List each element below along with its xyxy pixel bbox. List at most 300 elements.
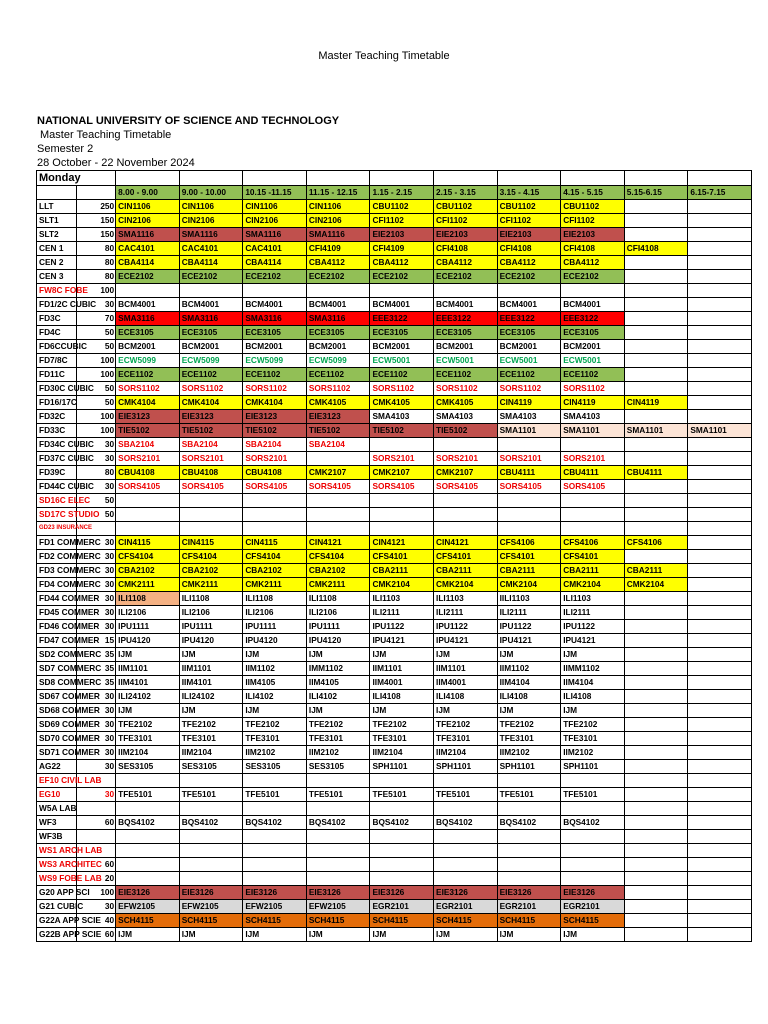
course-cell: CFI4108 [434, 242, 498, 256]
room-name: FD3C [37, 312, 77, 326]
course-cell [624, 746, 688, 760]
course-cell [370, 872, 434, 886]
course-cell: TFE5101 [306, 788, 370, 802]
course-cell: IIM4101 [179, 676, 243, 690]
day-label: Monday [37, 171, 116, 186]
course-cell: TIE5102 [434, 424, 498, 438]
table-row [37, 676, 752, 690]
course-cell: BCM4001 [116, 298, 180, 312]
course-cell [116, 872, 180, 886]
table-row [37, 410, 752, 424]
table-row [37, 606, 752, 620]
course-cell: CBA4114 [179, 256, 243, 270]
course-cell: CAC4101 [116, 242, 180, 256]
course-cell [243, 284, 307, 298]
course-cell: BCM4001 [497, 298, 561, 312]
course-cell [624, 830, 688, 844]
course-cell: IJM [306, 928, 370, 942]
course-cell [179, 284, 243, 298]
room-capacity: 50 [76, 494, 116, 508]
course-cell: CFS4104 [179, 550, 243, 564]
room-capacity [76, 802, 116, 816]
time-slot-header: 5.15-6.15 [624, 186, 688, 200]
course-cell: EIE3123 [243, 410, 307, 424]
table-row [37, 200, 752, 214]
course-cell: EIE3126 [497, 886, 561, 900]
course-cell: ECE1102 [561, 368, 625, 382]
course-cell: BCM4001 [306, 298, 370, 312]
course-cell: IIM2104 [116, 746, 180, 760]
course-cell: TIE5102 [116, 424, 180, 438]
course-cell: IIM1101 [370, 662, 434, 676]
course-cell [688, 298, 752, 312]
course-cell: TIE5102 [243, 424, 307, 438]
room-capacity: 30 [76, 788, 116, 802]
course-cell: CMK2104 [497, 578, 561, 592]
course-cell: CIN4119 [561, 396, 625, 410]
course-cell: ILI2106 [306, 606, 370, 620]
course-cell: EIE3126 [434, 886, 498, 900]
time-slot-header: 2.15 - 3.15 [434, 186, 498, 200]
course-cell: ECE1102 [306, 368, 370, 382]
course-cell: IPU4120 [179, 634, 243, 648]
course-cell: IIM1101 [434, 662, 498, 676]
course-cell: CIN4121 [434, 536, 498, 550]
course-cell: CFI4109 [370, 242, 434, 256]
course-cell [688, 494, 752, 508]
course-cell: ILI1108 [243, 592, 307, 606]
course-cell: IIM2102 [306, 746, 370, 760]
room-capacity: 80 [76, 256, 116, 270]
course-cell: CBA2111 [370, 564, 434, 578]
table-row [37, 732, 752, 746]
course-cell: TFE3101 [497, 732, 561, 746]
course-cell: SPH1101 [434, 760, 498, 774]
course-cell [624, 816, 688, 830]
room-name: SD69 COMMER [37, 718, 77, 732]
room-name: G22B APP SCIE [37, 928, 77, 942]
course-cell: EIE3126 [370, 886, 434, 900]
course-cell [561, 872, 625, 886]
course-cell: CFI4108 [561, 242, 625, 256]
course-cell [624, 760, 688, 774]
table-row [37, 326, 752, 340]
room-name: FD1/2C CUBIC [37, 298, 77, 312]
course-cell: SMA1101 [624, 424, 688, 438]
table-row [37, 704, 752, 718]
course-cell [370, 802, 434, 816]
room-name: FD39C [37, 466, 77, 480]
course-cell [624, 732, 688, 746]
room-name: FD33C [37, 424, 77, 438]
course-cell: ECE3105 [497, 326, 561, 340]
course-cell [624, 200, 688, 214]
course-cell [179, 508, 243, 522]
course-cell [688, 760, 752, 774]
course-cell: CFI1102 [497, 214, 561, 228]
table-row [37, 914, 752, 928]
course-cell [243, 830, 307, 844]
course-cell [497, 508, 561, 522]
course-cell: IJM [179, 704, 243, 718]
course-cell [624, 872, 688, 886]
course-cell: SORS4105 [561, 480, 625, 494]
course-cell [306, 858, 370, 872]
room-name: EF10 CIVIL LAB [37, 774, 77, 788]
table-row [37, 816, 752, 830]
course-cell: TFE3101 [116, 732, 180, 746]
course-cell: ECE3105 [116, 326, 180, 340]
course-cell: CBA2102 [243, 564, 307, 578]
course-cell: BCM2001 [243, 340, 307, 354]
table-row [37, 214, 752, 228]
course-cell [624, 438, 688, 452]
course-cell: TFE5101 [434, 788, 498, 802]
course-cell: EEE3122 [370, 312, 434, 326]
time-slot-header: 1.15 - 2.15 [370, 186, 434, 200]
course-cell: SORS1102 [561, 382, 625, 396]
course-cell: CMK2107 [306, 466, 370, 480]
day-cell [179, 171, 243, 186]
course-cell [497, 522, 561, 536]
table-row [37, 284, 752, 298]
room-capacity: 35 [76, 662, 116, 676]
course-cell: SORS1102 [179, 382, 243, 396]
course-cell: CIN1106 [243, 200, 307, 214]
course-cell [561, 858, 625, 872]
course-cell: IJM [561, 704, 625, 718]
course-cell [179, 830, 243, 844]
course-cell [561, 522, 625, 536]
course-cell: ECE1102 [497, 368, 561, 382]
course-cell [688, 382, 752, 396]
course-cell [561, 844, 625, 858]
course-cell: ECW5099 [116, 354, 180, 368]
course-cell: CFI4108 [624, 242, 688, 256]
room-capacity: 250 [76, 200, 116, 214]
course-cell [370, 858, 434, 872]
course-cell [116, 830, 180, 844]
room-capacity: 30 [76, 298, 116, 312]
course-cell: CMK4104 [243, 396, 307, 410]
course-cell: CIN1106 [116, 200, 180, 214]
course-cell [561, 508, 625, 522]
course-cell: SORS1102 [434, 382, 498, 396]
course-cell [179, 872, 243, 886]
course-cell: EIE3126 [116, 886, 180, 900]
course-cell: IJM [497, 928, 561, 942]
time-slot-header: 10.15 -11.15 [243, 186, 307, 200]
course-cell: CFS4106 [497, 536, 561, 550]
room-capacity: 50 [76, 382, 116, 396]
course-cell: CBU4111 [624, 466, 688, 480]
room-capacity: 30 [76, 438, 116, 452]
course-cell: CBA4112 [434, 256, 498, 270]
course-cell: ECE1102 [179, 368, 243, 382]
course-cell: ILI2106 [179, 606, 243, 620]
course-cell: CBA2111 [624, 564, 688, 578]
course-cell [624, 886, 688, 900]
room-capacity: 50 [76, 340, 116, 354]
room-capacity: 30 [76, 732, 116, 746]
course-cell: CIN2106 [179, 214, 243, 228]
table-row [37, 536, 752, 550]
course-cell [497, 284, 561, 298]
course-cell [497, 774, 561, 788]
course-cell [688, 592, 752, 606]
room-capacity: 100 [76, 410, 116, 424]
course-cell [116, 508, 180, 522]
day-cell [306, 171, 370, 186]
course-cell: EFW2105 [116, 900, 180, 914]
course-cell: ILI4108 [561, 690, 625, 704]
course-cell [434, 872, 498, 886]
course-cell: IIM2102 [561, 746, 625, 760]
room-name: SD68 COMMER [37, 704, 77, 718]
course-cell [434, 494, 498, 508]
course-cell [306, 830, 370, 844]
course-cell: SCH4115 [561, 914, 625, 928]
table-row [37, 312, 752, 326]
course-cell: ECE3105 [243, 326, 307, 340]
room-capacity: 30 [76, 900, 116, 914]
course-cell [624, 382, 688, 396]
course-cell [624, 662, 688, 676]
course-cell: CBU1102 [561, 200, 625, 214]
course-cell: SMA1116 [179, 228, 243, 242]
course-cell: IJM [243, 648, 307, 662]
course-cell: ILI4108 [497, 690, 561, 704]
course-cell: ECW5001 [434, 354, 498, 368]
course-cell [434, 844, 498, 858]
course-cell [688, 690, 752, 704]
course-cell: CBA4112 [497, 256, 561, 270]
table-row [37, 858, 752, 872]
room-name: FD1 COMMERC [37, 536, 77, 550]
course-cell: SORS2101 [370, 452, 434, 466]
course-cell [688, 606, 752, 620]
course-cell: SPH1101 [370, 760, 434, 774]
course-cell [688, 900, 752, 914]
room-capacity: 80 [76, 270, 116, 284]
course-cell: IIM4104 [561, 676, 625, 690]
course-cell: SES3105 [243, 760, 307, 774]
table-row [37, 438, 752, 452]
table-row [37, 354, 752, 368]
course-cell [370, 774, 434, 788]
course-cell [116, 284, 180, 298]
course-cell: TFE5101 [497, 788, 561, 802]
course-cell: CBA4114 [243, 256, 307, 270]
table-row [37, 298, 752, 312]
semester-label: Semester 2 [37, 143, 94, 155]
course-cell [688, 228, 752, 242]
course-cell: IJM [243, 704, 307, 718]
room-capacity: 30 [76, 746, 116, 760]
course-cell: IJM [116, 648, 180, 662]
course-cell [624, 592, 688, 606]
course-cell: BCM2001 [434, 340, 498, 354]
course-cell [497, 872, 561, 886]
course-cell [497, 858, 561, 872]
course-cell [688, 200, 752, 214]
course-cell: CIN4115 [243, 536, 307, 550]
time-slot-header: 8.00 - 9.00 [116, 186, 180, 200]
course-cell [306, 494, 370, 508]
course-cell [624, 676, 688, 690]
course-cell [688, 452, 752, 466]
course-cell: CAC4101 [179, 242, 243, 256]
table-row [37, 396, 752, 410]
course-cell: SORS4105 [179, 480, 243, 494]
course-cell: CBU1102 [497, 200, 561, 214]
course-cell: SBA2104 [306, 438, 370, 452]
course-cell: CMK2104 [561, 578, 625, 592]
course-cell: IJM [116, 704, 180, 718]
course-cell: SORS2101 [497, 452, 561, 466]
course-cell: IIM4104 [497, 676, 561, 690]
course-cell [116, 802, 180, 816]
room-name: G21 CUBIC [37, 900, 77, 914]
course-cell: IPU4121 [370, 634, 434, 648]
course-cell: CIN2106 [243, 214, 307, 228]
course-cell: CIN1106 [179, 200, 243, 214]
course-cell: ECE1102 [243, 368, 307, 382]
course-cell: ILI2106 [116, 606, 180, 620]
course-cell [497, 438, 561, 452]
course-cell: SORS4105 [497, 480, 561, 494]
course-cell [497, 830, 561, 844]
course-cell: IJM [370, 648, 434, 662]
course-cell: IIM4001 [370, 676, 434, 690]
room-name: CEN 2 [37, 256, 77, 270]
course-cell: SORS2101 [561, 452, 625, 466]
course-cell: CMK2104 [370, 578, 434, 592]
course-cell: EIE3126 [561, 886, 625, 900]
course-cell [688, 732, 752, 746]
course-cell: ECE1102 [434, 368, 498, 382]
course-cell: IIM4101 [116, 676, 180, 690]
table-row [37, 452, 752, 466]
room-name: FD44 COMMER [37, 592, 77, 606]
course-cell: IPU1122 [370, 620, 434, 634]
course-cell [306, 452, 370, 466]
course-cell: SMA3116 [306, 312, 370, 326]
course-cell: EIE2103 [497, 228, 561, 242]
course-cell [688, 816, 752, 830]
course-cell: CFI1102 [434, 214, 498, 228]
time-header-blank [76, 186, 116, 200]
course-cell [370, 830, 434, 844]
course-cell: SORS1102 [497, 382, 561, 396]
course-cell: CBU1102 [434, 200, 498, 214]
course-cell [561, 802, 625, 816]
course-cell [624, 340, 688, 354]
course-cell: IPU4121 [561, 634, 625, 648]
room-capacity: 100 [76, 284, 116, 298]
room-name: G20 APP SCI [37, 886, 77, 900]
course-cell: EIE2103 [434, 228, 498, 242]
room-name: AG22 [37, 760, 77, 774]
course-cell: EIE3126 [306, 886, 370, 900]
course-cell: BCM2001 [306, 340, 370, 354]
course-cell: ECE2102 [306, 270, 370, 284]
course-cell: CBU1102 [370, 200, 434, 214]
course-cell [370, 522, 434, 536]
course-cell: TFE5101 [561, 788, 625, 802]
course-cell: CFS4106 [561, 536, 625, 550]
course-cell: SORS1102 [370, 382, 434, 396]
course-cell: TFE5101 [179, 788, 243, 802]
course-cell: ILI1108 [306, 592, 370, 606]
course-cell: BCM2001 [370, 340, 434, 354]
course-cell: TFE3101 [370, 732, 434, 746]
course-cell [179, 522, 243, 536]
course-cell [688, 312, 752, 326]
course-cell: ILI24102 [179, 690, 243, 704]
course-cell: BCM4001 [561, 298, 625, 312]
room-name: FD44C CUBIC [37, 480, 77, 494]
course-cell [434, 522, 498, 536]
course-cell: TFE3101 [243, 732, 307, 746]
course-cell [688, 774, 752, 788]
course-cell: IJM [561, 648, 625, 662]
course-cell [688, 802, 752, 816]
room-capacity: 15 [76, 634, 116, 648]
room-name: G22A APP SCIE [37, 914, 77, 928]
course-cell [561, 494, 625, 508]
timetable [36, 170, 752, 942]
course-cell [243, 872, 307, 886]
course-cell [179, 802, 243, 816]
course-cell [179, 844, 243, 858]
course-cell: BCM2001 [497, 340, 561, 354]
course-cell: CMK2111 [243, 578, 307, 592]
course-cell: TFE5101 [243, 788, 307, 802]
course-cell: CIN2106 [116, 214, 180, 228]
room-name: FD6CCUBIC [37, 340, 77, 354]
course-cell: CBA2102 [116, 564, 180, 578]
course-cell [688, 466, 752, 480]
course-cell [116, 522, 180, 536]
course-cell: IIM1102 [497, 662, 561, 676]
course-cell: EIE3123 [306, 410, 370, 424]
course-cell: SORS4105 [434, 480, 498, 494]
room-capacity: 50 [76, 396, 116, 410]
course-cell [497, 802, 561, 816]
course-cell: SORS1102 [116, 382, 180, 396]
table-row [37, 508, 752, 522]
course-cell [688, 620, 752, 634]
course-cell: BQS4102 [434, 816, 498, 830]
room-capacity: 100 [76, 368, 116, 382]
course-cell: SORS1102 [243, 382, 307, 396]
course-cell: TFE2102 [434, 718, 498, 732]
course-cell: ECW5099 [179, 354, 243, 368]
course-cell: IJM [179, 928, 243, 942]
room-capacity: 60 [76, 816, 116, 830]
course-cell [688, 396, 752, 410]
course-cell: TIE5102 [179, 424, 243, 438]
day-cell [116, 171, 180, 186]
course-cell: SBA2104 [116, 438, 180, 452]
course-cell: TFE2102 [497, 718, 561, 732]
course-cell: SPH1101 [497, 760, 561, 774]
course-cell: SES3105 [179, 760, 243, 774]
course-cell [624, 480, 688, 494]
course-cell: EIE3126 [179, 886, 243, 900]
course-cell: SES3105 [306, 760, 370, 774]
